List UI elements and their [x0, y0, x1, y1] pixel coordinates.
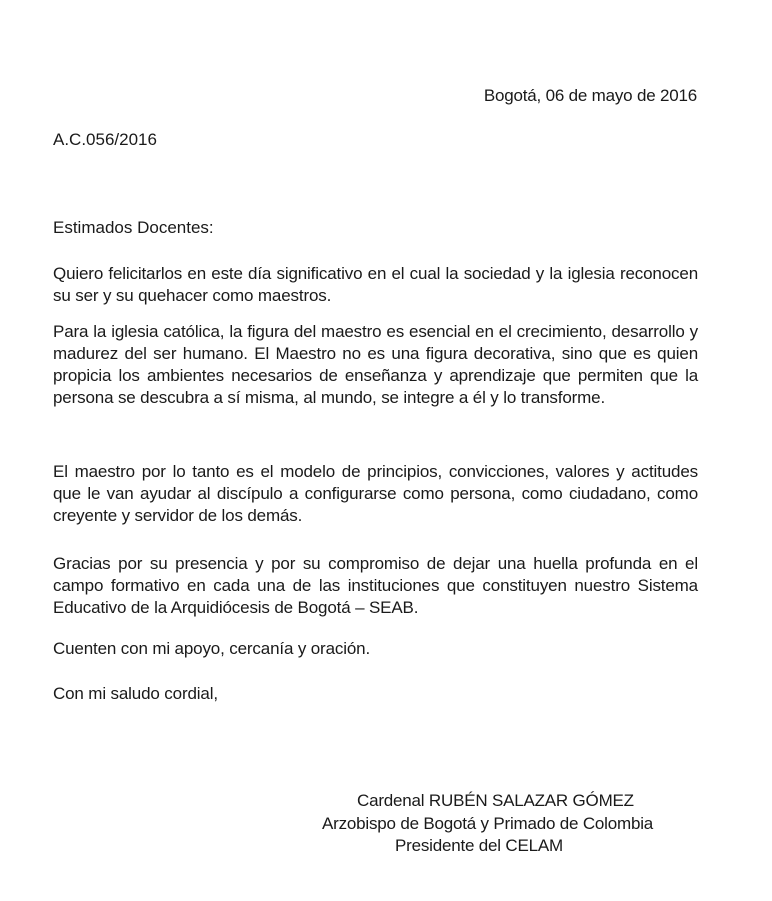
paragraph-congratulations: Quiero felicitarlos en este día significativo en el cual la sociedad y la iglesia reconocen su ser y su quehacer como maestros.	[53, 264, 698, 305]
signature-role: Presidente del CELAM	[395, 836, 563, 855]
letter-salutation: Estimados Docentes:	[53, 218, 214, 237]
letter-closing: Con mi saludo cordial,	[53, 684, 218, 703]
signature-name: Cardenal RUBÉN SALAZAR GÓMEZ	[357, 791, 634, 810]
letter-date: Bogotá, 06 de mayo de 2016	[483, 86, 697, 105]
paragraph-model: El maestro por lo tanto es el modelo de principios, convicciones, valores y actitudes que le van ayudar al discípulo a configurarse como persona, como ciudadano, como creyente y servidor de los demás.	[53, 462, 698, 525]
paragraph-support: Cuenten con mi apoyo, cercanía y oración.	[53, 639, 371, 658]
paragraph-teacher-figure: Para la iglesia católica, la figura del maestro es esencial en el crecimiento, desarrollo y madurez del ser humano. El Maestro no es una figura decorativa, sino que es quien propicia los ambientes necesarios de enseñanza y aprendizaje que permiten que la persona se descubra a sí misma, al mundo, se integre a él y lo transforme.	[53, 322, 698, 407]
paragraph-gratitude: Gracias por su presencia y por su compromiso de dejar una huella profunda en el campo formativo en cada una de las instituciones que constituyen nuestro Sistema Educativo de la Arquidiócesis de Bogotá – SEAB.	[53, 554, 698, 617]
letter-reference: A.C.056/2016	[53, 130, 157, 149]
signature-title: Arzobispo de Bogotá y Primado de Colombia	[322, 814, 654, 833]
